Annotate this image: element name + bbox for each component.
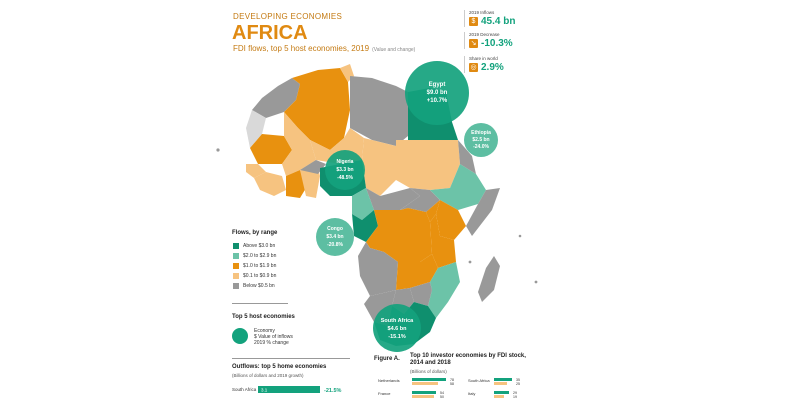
fig-bar-2014 (412, 395, 434, 398)
bubble-nigeria (325, 150, 365, 190)
fig-value-2018: 35 (516, 378, 520, 382)
fig-bar-2018 (494, 391, 509, 394)
fig-bar-2014 (494, 395, 504, 398)
bubble-value: $3.3 bn (336, 167, 354, 173)
fig-value-2014: 50 (440, 395, 444, 399)
region-chad (362, 138, 396, 196)
legend-swatch (233, 283, 239, 289)
bubble-change: -48.5% (337, 175, 353, 181)
figure-subtitle: (Billions of dollars) (410, 369, 447, 374)
outflow-bar (258, 386, 320, 393)
kicker: DEVELOPING ECONOMIES (233, 12, 343, 21)
bubble-value: $2.5 bn (472, 137, 490, 143)
bubble-congo (316, 218, 354, 256)
bubble-value: $4.6 bn (387, 326, 407, 332)
fig-row-name: South Africa (468, 378, 490, 383)
island-cape-verde (216, 148, 219, 151)
stat-label: Share in world (469, 56, 498, 61)
figure-a-row (468, 391, 517, 399)
legend-swatch (233, 273, 239, 279)
legend-item: $2.0 to $2.9 bn (233, 253, 276, 259)
host-legend-text: Economy $ Value of inflows 2019 % change (254, 328, 293, 346)
outflows-subtitle: (Billions of dollars and 2019 growth) (232, 373, 304, 378)
fig-row-name: Italy (468, 391, 476, 396)
region-sudan (396, 140, 460, 190)
dollar-icon: $ (469, 17, 478, 26)
region-guinea (254, 172, 286, 196)
legend-swatch (233, 253, 239, 259)
bubble-change: -15.1% (388, 334, 406, 340)
figure-a-row (468, 378, 520, 386)
subtitle: FDI flows, top 5 host economies, 2019 (Value and change) (233, 44, 416, 53)
bubble-value: $9.0 bn (426, 90, 448, 96)
region-madagascar (478, 256, 500, 302)
fig-bar-2018 (494, 378, 512, 381)
stat-value: 2.9% (481, 62, 504, 73)
host-legend-circle (232, 328, 248, 344)
fig-value-2018: 54 (440, 391, 444, 395)
legend-item: $0.1 to $0.9 bn (233, 273, 276, 279)
fig-bar-2014 (494, 382, 507, 385)
fig-value-2014: 19 (513, 395, 517, 399)
bubble-name: Egypt (428, 82, 446, 88)
bubble-name: South Africa (380, 318, 414, 324)
fig-value-2018: 29 (513, 391, 517, 395)
bubble-south-africa (373, 304, 421, 352)
fig-value-2014: 25 (516, 382, 520, 386)
host-legend-title: Top 5 host economies (232, 314, 295, 320)
bubble-name: Ethiopia (471, 130, 491, 136)
island-seychelles (519, 235, 522, 238)
bubble-change: -20.8% (327, 242, 343, 248)
figure-label: Figure A. (374, 356, 400, 362)
island-comoros (469, 261, 472, 264)
globe-icon: ◎ (470, 64, 477, 71)
divider (232, 358, 350, 359)
outflows-title: Outflows: top 5 home economies (232, 364, 327, 370)
bubble-change: +10.7% (426, 98, 448, 104)
bubble-value: $3.4 bn (326, 234, 344, 240)
bubble-name: Nigeria (336, 159, 354, 165)
outflow-value: 3.1 (261, 387, 268, 393)
fig-bar-2014 (412, 382, 438, 385)
legend-item: Above $3.0 bn (233, 243, 275, 249)
legend-title: Flows, by range (232, 230, 278, 236)
bubble-ethiopia (464, 123, 498, 157)
figure-a-row (378, 391, 444, 399)
stat-label: 2019 Inflows (469, 10, 495, 15)
stat-value: 45.4 bn (481, 16, 516, 27)
fig-value-2014: 58 (450, 382, 454, 386)
fig-bar-2018 (412, 391, 436, 394)
fig-row-name: Netherlands (378, 378, 400, 383)
legend-swatch (233, 243, 239, 249)
divider (232, 303, 288, 304)
bubble-change: -24.0% (473, 144, 489, 150)
fig-row-name: France (378, 391, 391, 396)
figure-a-row (378, 378, 454, 386)
island-mauritius (535, 281, 538, 284)
stat-value: -10.3% (481, 38, 513, 49)
legend-item: $1.0 to $1.9 bn (233, 263, 276, 269)
outflow-name: South Africa (232, 387, 257, 392)
legend-swatch (233, 263, 239, 269)
stat-label: 2019 Decrease (469, 32, 500, 37)
trend-down-icon: ↘ (470, 40, 477, 47)
bubble-egypt (405, 61, 469, 125)
bubble-name: Congo (327, 226, 343, 232)
figure-title: Top 10 investor economies by FDI stock, 2014 and 2018 (410, 353, 526, 366)
fig-bar-2018 (412, 378, 446, 381)
outflow-growth: -21.5% (324, 388, 342, 394)
page-title: AFRICA (232, 22, 308, 44)
outflow-row (232, 386, 342, 394)
legend-item: Below $0.5 bn (233, 283, 275, 289)
fig-value-2018: 78 (450, 378, 454, 382)
